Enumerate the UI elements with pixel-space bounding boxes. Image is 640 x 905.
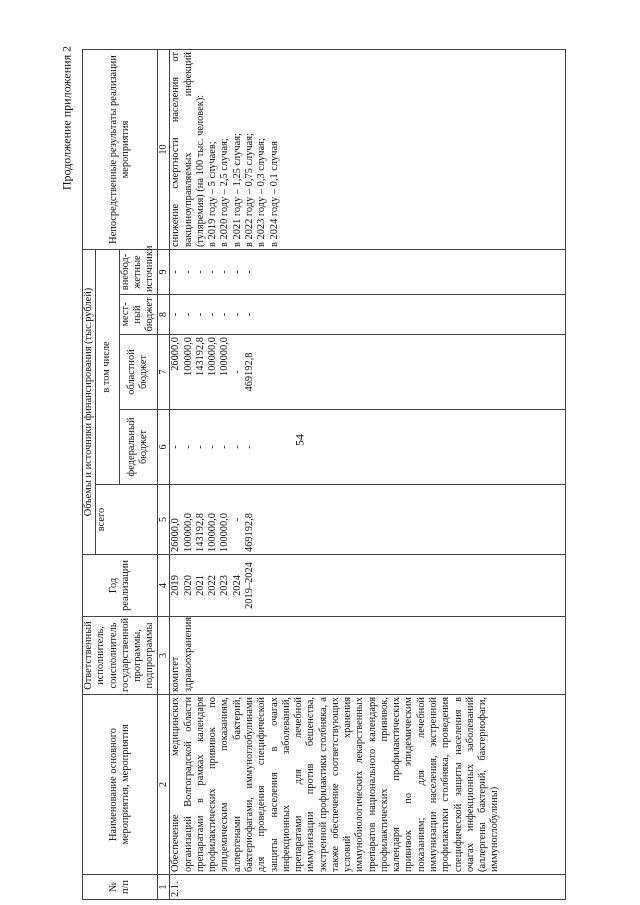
header-extra: внебюд-жетные источники (119, 250, 157, 295)
activity-name: Обеспечение медицинских организаций Волгоградской области препаратами в рамках календаря профилактических прививок по эпидемическим показаниям, аллергенами бактерий, бактериофагами, иммуноглобулинами для проведения специфической защиты населения в очагах инфекционных заболеваний, препаратами для лечебной иммунизации против бешенства, экстренной профилактики столбняка, а также обеспечение соответствующих условий хранения иммунобиологических лекарственных препаратов национального календаря профилактических прививок, календаря профилактических прививок по эпидемическим показаниям; для лечебной иммунизации населения, экстренной профилактики столбняка, проведения специфической защиты населения в очагах инфекционных заболеваний (аллергены бактерий, бактериофаги, иммуноглобулины) (170, 695, 566, 875)
local-value: - (219, 312, 231, 317)
regional-value: 100000,0 (219, 337, 231, 376)
total-value: 26000,0 (170, 518, 182, 552)
federal-value: - (182, 445, 194, 449)
total-value: 100000,0 (207, 513, 219, 552)
column-index-row (157, 50, 170, 900)
extra-value: - (219, 270, 231, 274)
header-incl: в том числе (96, 250, 120, 485)
result-text: в 2020 году – 2,5 случая; (219, 138, 231, 247)
local-value: - (231, 312, 243, 317)
header-local: мест-ный бюджет (119, 295, 157, 335)
federal-value: - (194, 445, 206, 449)
header-num: № п/п (83, 875, 158, 900)
results-cell (170, 50, 566, 250)
header-funding: Объемы и источники финансирования (тыс.рублей) (83, 250, 96, 555)
page-number: 54 (292, 434, 307, 446)
year-value: 2022 (207, 575, 219, 596)
year-value: 2021 (194, 575, 206, 596)
federal-value: - (170, 445, 182, 449)
header-executor: Ответственный исполнитель, соисполнитель государственной программы, подпрограммы (83, 617, 158, 695)
extra-value: - (207, 270, 219, 274)
appendix-continuation-label: Продолжение приложения 2 (59, 45, 74, 191)
total-value: 100000,0 (219, 513, 231, 552)
local-value: - (243, 312, 255, 317)
result-text: в 2023 году – 0,3 случая; (256, 138, 268, 247)
local-cell (170, 295, 566, 335)
total-value: 143192,8 (194, 513, 206, 552)
col-index: 2 (157, 695, 170, 875)
total-value: - (231, 517, 243, 522)
result-text: снижение смертности населения от вакциноуправляемых инфекций (туляремия) (на 100 тыс. человек): (170, 52, 206, 247)
regional-value: 100000,0 (182, 337, 194, 376)
header-federal: федеральный бюджет (119, 410, 157, 485)
federal-value: - (207, 445, 219, 449)
extra-value: - (170, 270, 182, 274)
federal-cell (170, 410, 566, 485)
col-index: 6 (157, 410, 170, 485)
result-text: в 2021 году – 1,25 случая; (231, 133, 243, 247)
year-value: 2020 (182, 575, 194, 596)
col-index: 4 (157, 555, 170, 617)
extra-value: - (182, 270, 194, 274)
col-index: 8 (157, 295, 170, 335)
federal-value: - (231, 445, 243, 449)
extra-value: - (243, 270, 255, 274)
col-index: 1 (157, 875, 170, 900)
local-value: - (170, 312, 182, 317)
federal-value: - (219, 445, 231, 449)
regional-value: 26000,0 (170, 337, 182, 371)
regional-value: 143192,8 (194, 337, 206, 376)
regional-value: 469192,8 (243, 352, 255, 392)
col-index: 3 (157, 617, 170, 695)
col-index: 7 (157, 335, 170, 410)
result-text: в 2024 году – 0,1 случая (268, 141, 280, 247)
regional-cell (170, 335, 566, 410)
local-value: - (207, 312, 219, 317)
col-index: 10 (157, 50, 170, 250)
col-index: 5 (157, 485, 170, 555)
result-text: в 2019 году – 5 случаев; (207, 141, 219, 247)
col-index: 9 (157, 250, 170, 295)
header-total: всего (96, 485, 157, 555)
year-value: 2019 (170, 575, 182, 596)
federal-value: - (243, 445, 255, 449)
year-value: 2019–2024 (243, 562, 255, 609)
header-results: Непосредственные результаты реализации мероприятия (83, 50, 158, 250)
regional-value: - (231, 370, 243, 374)
executor: комитет здравоохранения (170, 617, 566, 695)
total-value: 100000,0 (182, 513, 194, 552)
total-value: 469192,8 (243, 513, 255, 552)
year-value: 2023 (219, 575, 231, 596)
result-text: в 2022 году – 0,75 случая; (243, 133, 255, 247)
local-value: - (182, 312, 194, 317)
total-cell (170, 485, 566, 555)
rotated-table-area (82, 50, 640, 900)
header-name: Наименование основного мероприятия, мероприятия (83, 695, 158, 875)
funding-table (82, 49, 566, 900)
local-value: - (194, 312, 206, 317)
header-regional: областной бюджет (119, 335, 157, 410)
extra-cell (170, 250, 566, 295)
year-value: 2024 (231, 575, 243, 596)
table-row (170, 50, 566, 900)
years-cell (170, 555, 566, 617)
regional-value: 100000,0 (207, 337, 219, 376)
header-year: Год реализации (83, 555, 158, 617)
extra-value: - (194, 270, 206, 274)
extra-value: - (231, 270, 243, 274)
row-number: 2.1. (170, 875, 566, 900)
